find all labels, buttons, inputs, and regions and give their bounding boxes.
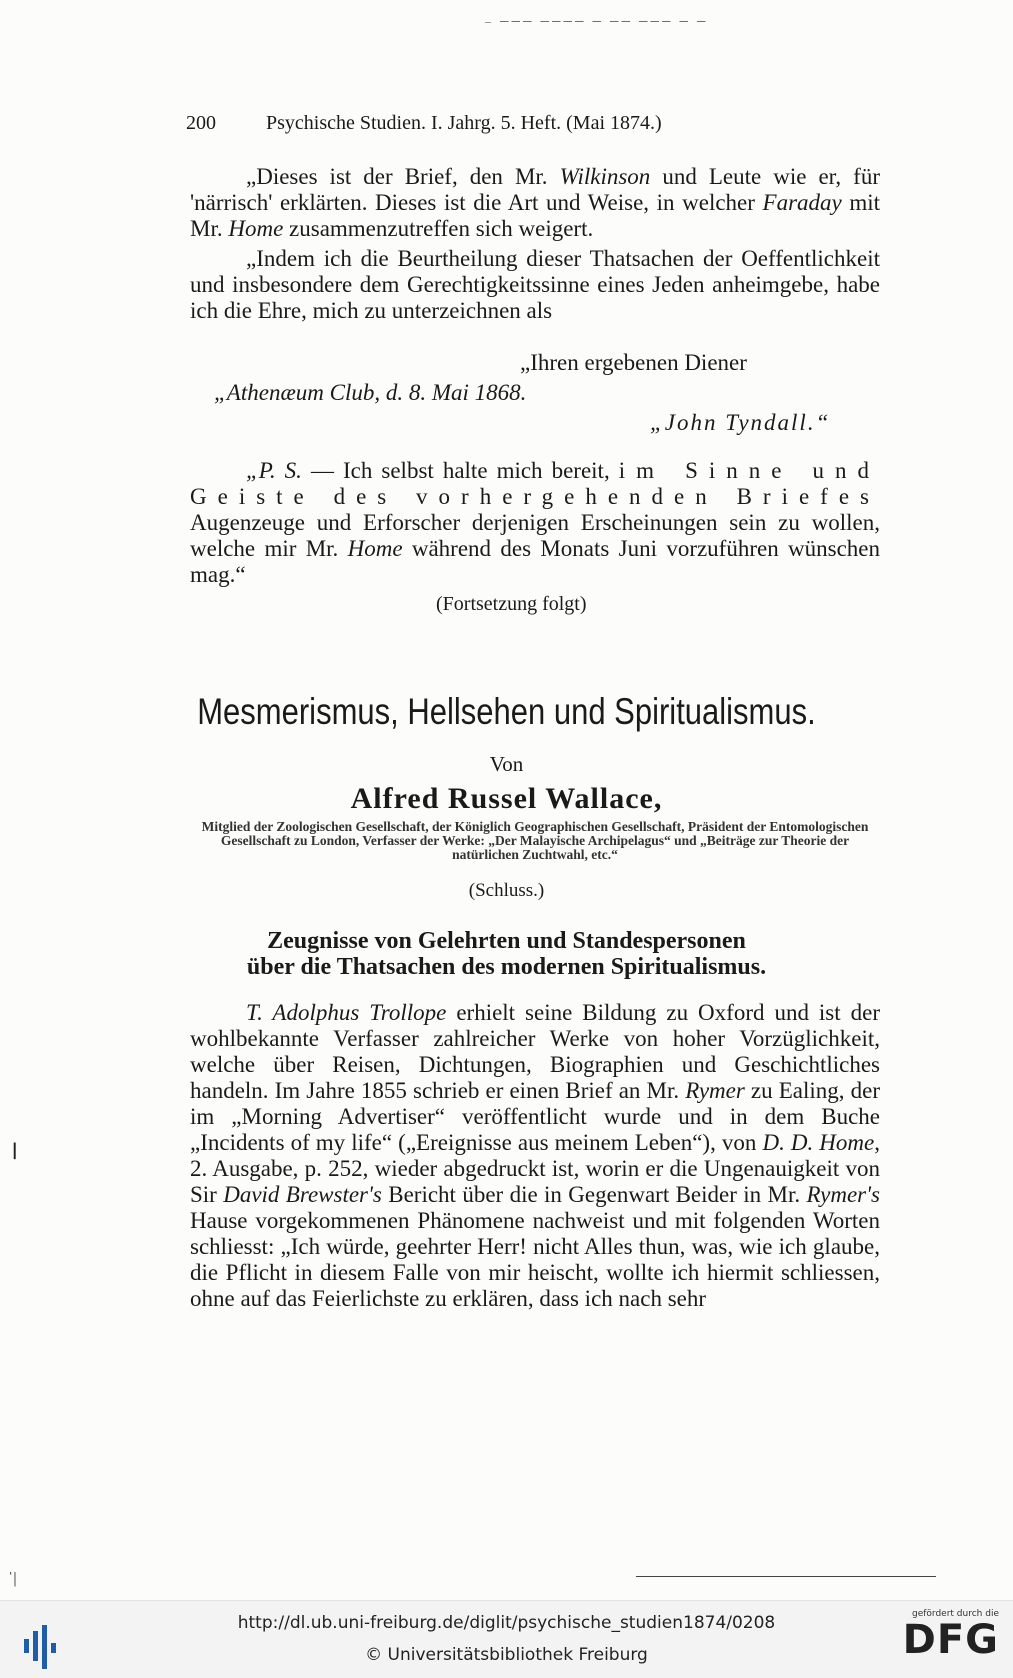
margin-mark: ˈ| [8, 1570, 17, 1587]
text-run: mit Mr. [190, 190, 881, 241]
name-trollope: T. Adolphus Trollope [246, 1000, 447, 1025]
page-number: 200 [186, 112, 216, 134]
name-home: Home [347, 536, 403, 561]
author-affiliation: Mitglied der Zoologischen Gesellschaft, der Königlich Geographischen Gesellschaft, Präsident der Entomologischen Gesellschaft zu London, Verfasser der Werke: „Der Malayische Archipelagus“ und „Beiträge zur Theorie der natürlichen Zuchtwahl, etc.“ [201, 819, 869, 862]
name-brewster: David Brewster's [223, 1182, 382, 1207]
dfg-logo [889, 1609, 999, 1661]
name-rymer: Rymer [685, 1078, 745, 1103]
text-run: zusammenzutreffen sich weigert. [283, 216, 594, 241]
article-title: Mesmerismus, Hellsehen und Spiritualismus. [197, 690, 816, 733]
text-run: , 2. Ausgabe, p. 252, wieder abgedruckt ist, worin er die Ungenauigkeit von Sir [190, 1130, 880, 1207]
running-title: Psychische Studien. I. Jahrg. 5. Heft. (Mai 1874.) [266, 112, 662, 134]
text-run: — Ich selbst halte mich bereit, [301, 458, 619, 483]
top-edge-marks: ‒ ─── ──── ─ ── ─── ─ ─ [485, 14, 709, 28]
emphasized-text: im Sinne und Geiste des vorhergehenden Briefes [190, 458, 880, 509]
article-body-paragraph [190, 1000, 880, 1312]
name-home: Home [228, 216, 284, 241]
letter-paragraph-2 [190, 246, 880, 324]
letter-signature: „John Tyndall.“ [650, 410, 831, 435]
text-run: und Leute wie er, für 'närrisch' erklärten. Dieses ist die Art und Weise, in welcher [190, 164, 880, 215]
conclusion-note: (Schluss.) [468, 880, 545, 901]
postscript [190, 458, 880, 588]
copyright-notice: © Universitätsbibliothek Freiburg [365, 1645, 648, 1665]
dfg-wordmark: DFG [902, 1617, 999, 1663]
text-run: „Dieses ist der Brief, den Mr. [246, 164, 560, 189]
letter-closing: „Ihren ergebenen Diener [520, 350, 747, 375]
text-run: Hause vorgekommenen Phänomene nachweist und mit folgenden Worten schliesst: „Ich würde, geehrter Herr! nicht Alles thun, was, wie ich glaube, die Pflicht in diesem Falle von mir heischt, wollte ich hiermit schliessen, ohne auf das Feierlichste zu erklären, dass ich nach sehr [190, 1208, 880, 1311]
text-run: erhielt seine Bildung zu Oxford und ist der wohlbekannte Verfasser zahlreicher Werke von hoher Vorzüglichkeit, welche über Reisen, Dichtungen, Biographien und Geschichtliches handeln. Im Jahre 1855 schrieb er einen Brief an Mr. [190, 1000, 880, 1103]
paragraph-text: „Indem ich die Beurtheilung dieser Thatsachen der Oeffentlichkeit und insbesondere dem Gerechtigkeitssinne eines Jeden anheimgebe, habe ich die Ehre, mich zu unterzeichnen als [190, 246, 880, 323]
viewer-footer-bar [0, 1600, 1013, 1678]
name-home: D. D. Home [762, 1130, 875, 1155]
letter-place-date: „Athenæum Club, d. 8. Mai 1868. [214, 380, 527, 405]
section-heading-line-1: Zeugnisse von Gelehrten und Standespersonen [267, 928, 746, 954]
page-url[interactable]: http://dl.ub.uni-freiburg.de/diglit/psychische_studien1874/0208 [237, 1613, 776, 1633]
text-run: Augenzeuge und Erforscher derjenigen Erscheinungen sein zu wollen, welche mir Mr. [190, 510, 880, 561]
text-run: zu Ealing, der im „Morning Advertiser“ veröffentlicht wurde und in dem Buche „Incidents of my life“ („Ereignisse aus meinem Leben“), von [190, 1078, 880, 1155]
text-run: während des Monats Juni vorzuführen wünschen mag.“ [190, 536, 881, 587]
footer-rule [636, 1576, 936, 1577]
name-rymer: Rymer's [806, 1182, 880, 1207]
author-name: Alfred Russel Wallace, [350, 782, 663, 815]
section-heading-line-2: über die Thatsachen des modernen Spiritualismus. [246, 954, 767, 980]
funding-caption: gefördert durch die [912, 1609, 999, 1619]
section-heading [0, 928, 1013, 980]
name-faraday: Faraday [762, 190, 842, 215]
letter-paragraph-1 [190, 164, 880, 242]
name-wilkinson: Wilkinson [559, 164, 651, 189]
margin-mark: ❘ [8, 1142, 22, 1159]
ps-label: „P. S. [246, 458, 302, 483]
byline-von: Von [489, 752, 524, 776]
continued-note: (Fortsetzung folgt) [436, 593, 587, 615]
text-run: Bericht über die in Gegenwart Beider in Mr. [381, 1182, 807, 1207]
